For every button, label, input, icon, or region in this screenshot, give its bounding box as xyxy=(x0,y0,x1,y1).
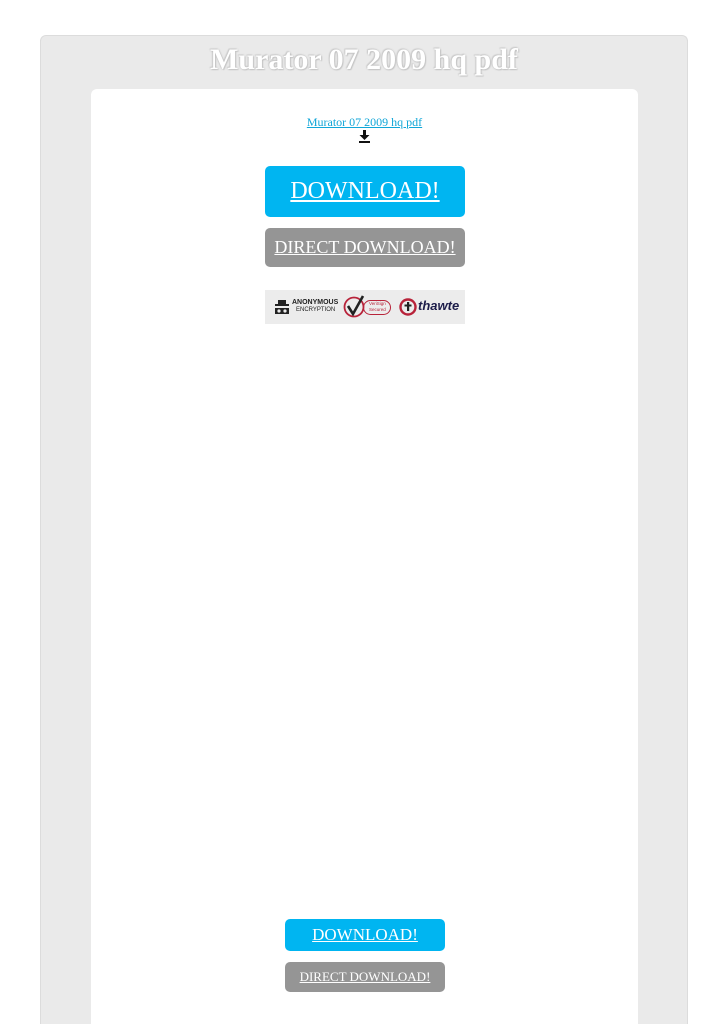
file-link[interactable]: Murator 07 2009 hq pdf xyxy=(306,115,423,129)
anonymous-encryption-line1: ANONYMOUS xyxy=(292,299,339,306)
verisign-label: VeriSign xyxy=(369,301,386,306)
thawte-label: thawte xyxy=(418,298,460,313)
download-button[interactable]: DOWNLOAD! xyxy=(265,166,465,217)
direct-download-button[interactable]: DIRECT DOWNLOAD! xyxy=(265,228,465,267)
page-frame xyxy=(40,35,688,1024)
content-card xyxy=(91,89,638,1029)
download-button-bottom[interactable]: DOWNLOAD! xyxy=(285,919,445,951)
verisign-secured-label: Secured xyxy=(369,307,386,312)
security-badges xyxy=(265,290,465,324)
direct-download-button-bottom[interactable]: DIRECT DOWNLOAD! xyxy=(285,962,445,992)
anonymous-encryption-line2: ENCRYPTION xyxy=(296,307,336,313)
download-arrow-icon[interactable] xyxy=(358,130,371,143)
checkmark-seal-icon xyxy=(343,294,365,319)
incognito-icon xyxy=(274,299,290,315)
page-title: Murator 07 2009 hq pdf xyxy=(210,43,518,76)
thawte-logo-icon xyxy=(399,298,417,316)
